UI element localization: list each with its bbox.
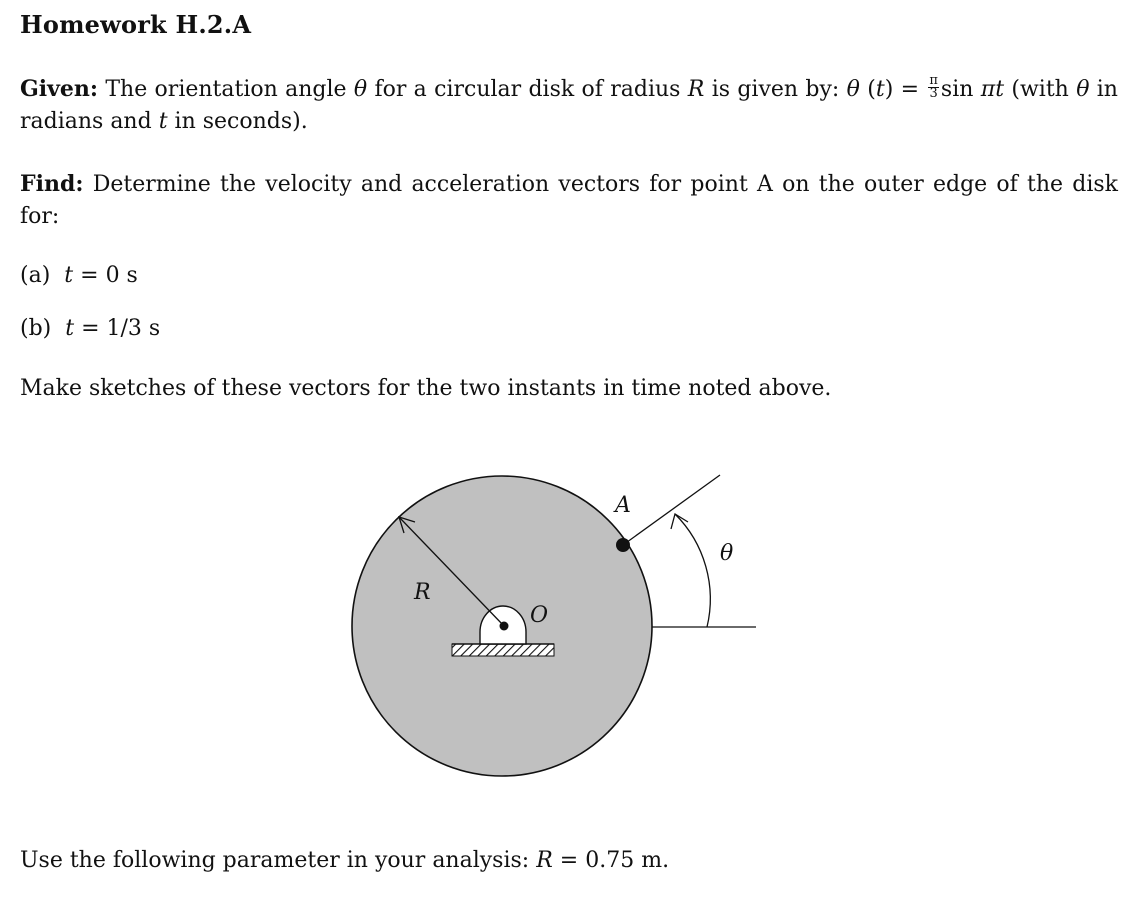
part-b-label: (b)	[20, 316, 52, 341]
part-a-label: (a)	[20, 263, 51, 288]
given-text-6: in seconds).	[174, 109, 308, 134]
fraction-denominator: 3	[929, 85, 938, 101]
parameter-text: Use the following parameter in your analysis:	[20, 848, 530, 873]
disk-figure	[340, 462, 770, 782]
equation-t: t	[875, 77, 885, 102]
label-O: O	[530, 603, 549, 628]
given-paragraph	[20, 73, 1118, 138]
angle-line	[623, 475, 720, 545]
equation-lhs: θ	[846, 77, 860, 102]
parameter-eq: = 0.75 m.	[559, 848, 670, 873]
sketch-instruction: Make sketches of these vectors for the two instants in time noted above.	[20, 376, 832, 401]
given-theta: θ	[353, 77, 368, 102]
part-b-var: t	[65, 316, 75, 341]
label-A: A	[615, 493, 631, 518]
find-label: Find:	[20, 171, 84, 197]
part-a-var: t	[64, 263, 74, 288]
part-a-eq: = 0 s	[80, 263, 138, 288]
equation-sin: sin	[940, 77, 974, 102]
given-theta-2: θ	[1076, 77, 1090, 102]
point-A	[616, 538, 630, 552]
part-b	[20, 314, 160, 344]
given-radius-symbol: R	[687, 77, 705, 102]
label-theta: θ	[720, 541, 734, 566]
given-text-4: (with	[1011, 77, 1069, 102]
given-t-2: t	[158, 109, 168, 134]
part-a	[20, 261, 138, 291]
page-title: Homework H.2.A	[20, 10, 252, 39]
theta-equation: θ (t) = $\frac{\pi}{3}$ sin πt	[846, 72, 1005, 102]
given-text-1: The orientation angle	[105, 77, 347, 102]
ground-hatch	[452, 644, 554, 656]
given-text-5: in radians and	[20, 77, 1118, 134]
fraction-numerator: π	[929, 72, 938, 88]
equation-equals: =	[900, 77, 920, 102]
find-text: Determine the velocity and acceleration vectors for point A on the outer edge of the disk for:	[20, 172, 1118, 229]
equation-pi-t: πt	[980, 77, 1005, 102]
label-R: R	[414, 580, 431, 605]
given-label: Given:	[20, 76, 99, 102]
find-paragraph	[20, 168, 1118, 233]
theta-arc	[675, 514, 710, 627]
parameter-var: R	[536, 848, 553, 873]
parameter-statement	[20, 845, 1118, 877]
part-b-eq: = 1/3 s	[81, 316, 161, 341]
pi-over-3-fraction	[928, 72, 939, 101]
given-text-3: is given by:	[711, 77, 840, 102]
given-text-2: for a circular disk of radius	[374, 77, 681, 102]
